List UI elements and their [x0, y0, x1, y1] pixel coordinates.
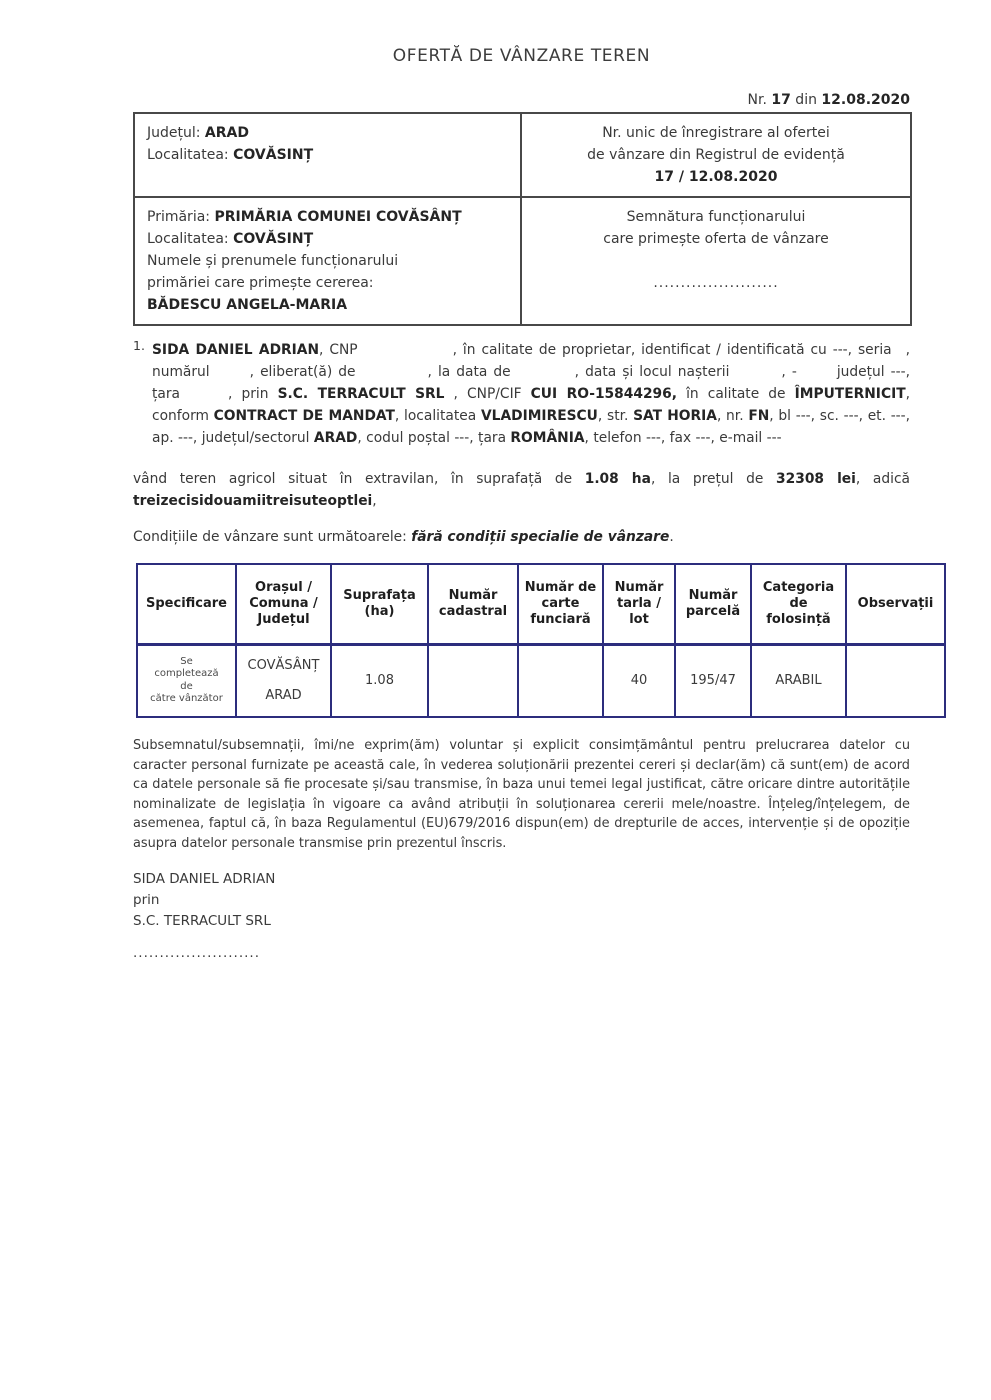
col-header-tarla-lot: Număr tarla / lot: [603, 564, 675, 644]
cell-judet-localitate: [134, 113, 521, 197]
signature-dotted-line: .......................: [653, 275, 779, 291]
cell-specificare: [137, 644, 236, 717]
reg-number-caption-line1: Nr. unic de înregistrare al ofertei: [602, 125, 830, 141]
cell-registration-number: [521, 113, 911, 197]
judet-line: Județul: ARAD: [147, 125, 249, 141]
col-header-carte-funciara: Număr de carte funciară: [518, 564, 603, 644]
functionar-caption-line1: Numele și prenumele funcționarului: [147, 253, 399, 269]
signature-caption-line1: Semnătura funcționarului: [626, 209, 806, 225]
signer-prin: prin: [133, 892, 160, 908]
land-table-data-row: [137, 644, 945, 717]
col-header-specificare: Specificare: [137, 564, 236, 644]
signer-company: S.C. TERRACULT SRL: [133, 913, 271, 929]
party-paragraph: [133, 339, 910, 449]
item-number: 1.: [133, 338, 145, 353]
sale-paragraph: vând teren agricol situat în extravilan, în suprafață de 1.08 ha, la prețul de 32308 lei, adică treizecisidouamiitreisuteoptlei,: [133, 471, 910, 509]
cell-categoria: ARABIL: [751, 644, 846, 717]
registry-row-primaria: [134, 197, 911, 325]
signature-block: [133, 869, 910, 932]
oras-value: COVĂSÂNȚ: [247, 658, 320, 674]
cell-signature: [521, 197, 911, 325]
registry-row-location: [134, 113, 911, 197]
judet-value: ARAD: [265, 688, 302, 704]
reg-number-caption-line2: de vânzare din Registrul de evidență: [587, 147, 845, 163]
cell-tarla-lot: 40: [603, 644, 675, 717]
localitate-line: Localitatea: COVĂSINȚ: [147, 147, 314, 163]
signer-name: SIDA DANIEL ADRIAN: [133, 871, 276, 887]
reg-number-value: 17 / 12.08.2020: [654, 169, 778, 185]
cell-parcela: 195/47: [675, 644, 751, 717]
party-paragraph-text: SIDA DANIEL ADRIAN, CNP , în calitate de proprietar, identificat / identificată cu ---, seria , numărul , eliberat(ă) de , la data de , data și locul nașterii , - județul ---, țara , prin S.C. TERRACULT SRL , CNP/CIF CUI RO-15844296, în calitate de ÎMPUTERNICIT, conform CONTRACT DE MANDAT, localitatea VLADIMIRESCU, str. SAT HORIA, nr. FN, bl ---, sc. ---, et. ---, ap. ---, județul/sectorul ARAD, codul poștal ---, țara ROMÂNIA, telefon ---, fax ---, e-mail ---: [152, 342, 911, 446]
conditions-paragraph: Condițiile de vânzare sunt următoarele: fără condiții specialie de vânzare.: [133, 529, 674, 545]
cell-suprafata: 1.08: [331, 644, 428, 717]
signature-caption-line2: care primește oferta de vânzare: [603, 231, 829, 247]
registry-header-table: [133, 112, 912, 326]
primaria-localitate-line: Localitatea: COVĂSINȚ: [147, 231, 314, 247]
col-header-categoria-folosinta: Categoria de folosință: [751, 564, 846, 644]
cell-primaria-functionar: [134, 197, 521, 325]
land-table-header-row: [137, 564, 945, 644]
specificare-note: Se completează de către vânzător: [150, 655, 223, 705]
functionar-caption-line2: primăriei care primește cererea:: [147, 275, 374, 291]
col-header-suprafata: Suprafața (ha): [331, 564, 428, 644]
cell-oras-judet: [236, 644, 331, 717]
cell-carte-funciara: [518, 644, 603, 717]
col-header-numar-cadastral: Număr cadastral: [428, 564, 518, 644]
primaria-line: Primăria: PRIMĂRIA COMUNEI COVĂSÂNȚ: [147, 209, 462, 225]
page-title: OFERTĂ DE VÂNZARE TEREN: [392, 46, 651, 66]
signature-dots: ........................: [133, 945, 260, 961]
functionar-name: BĂDESCU ANGELA-MARIA: [147, 297, 348, 313]
registration-number-line: Nr. 17 din 12.08.2020: [747, 92, 910, 108]
land-details-table: [136, 563, 946, 718]
col-header-parcela: Număr parcelă: [675, 564, 751, 644]
col-header-observatii: Observații: [846, 564, 945, 644]
consent-paragraph: Subsemnatul/subsemnații, îmi/ne exprim(ăm) voluntar și explicit consimțământul pentru prelucrarea datelor cu caracter personal furnizate pe această cale, în vederea soluționării prezentei cereri și declar(ăm) că sunt(em) de acord ca datele personale să fie procesate și/sau transmise, în baza unui temei legal justificat, către oricare dintre autoritățile nominalizate de legislația în vigoare ca având atribuții în soluționarea cererii mele/noastre. Înțeleg/înțelegem, de asemenea, faptul că, în baza Regulamentul (EU)679/2016 dispun(em) de drepturile de acces, intervenție și de opoziție asupra datelor personale transmise prin prezentul înscris.: [133, 738, 910, 851]
cell-observatii: [846, 644, 945, 717]
col-header-oras-comuna-judet: Orașul / Comuna / Județul: [236, 564, 331, 644]
cell-numar-cadastral: [428, 644, 518, 717]
